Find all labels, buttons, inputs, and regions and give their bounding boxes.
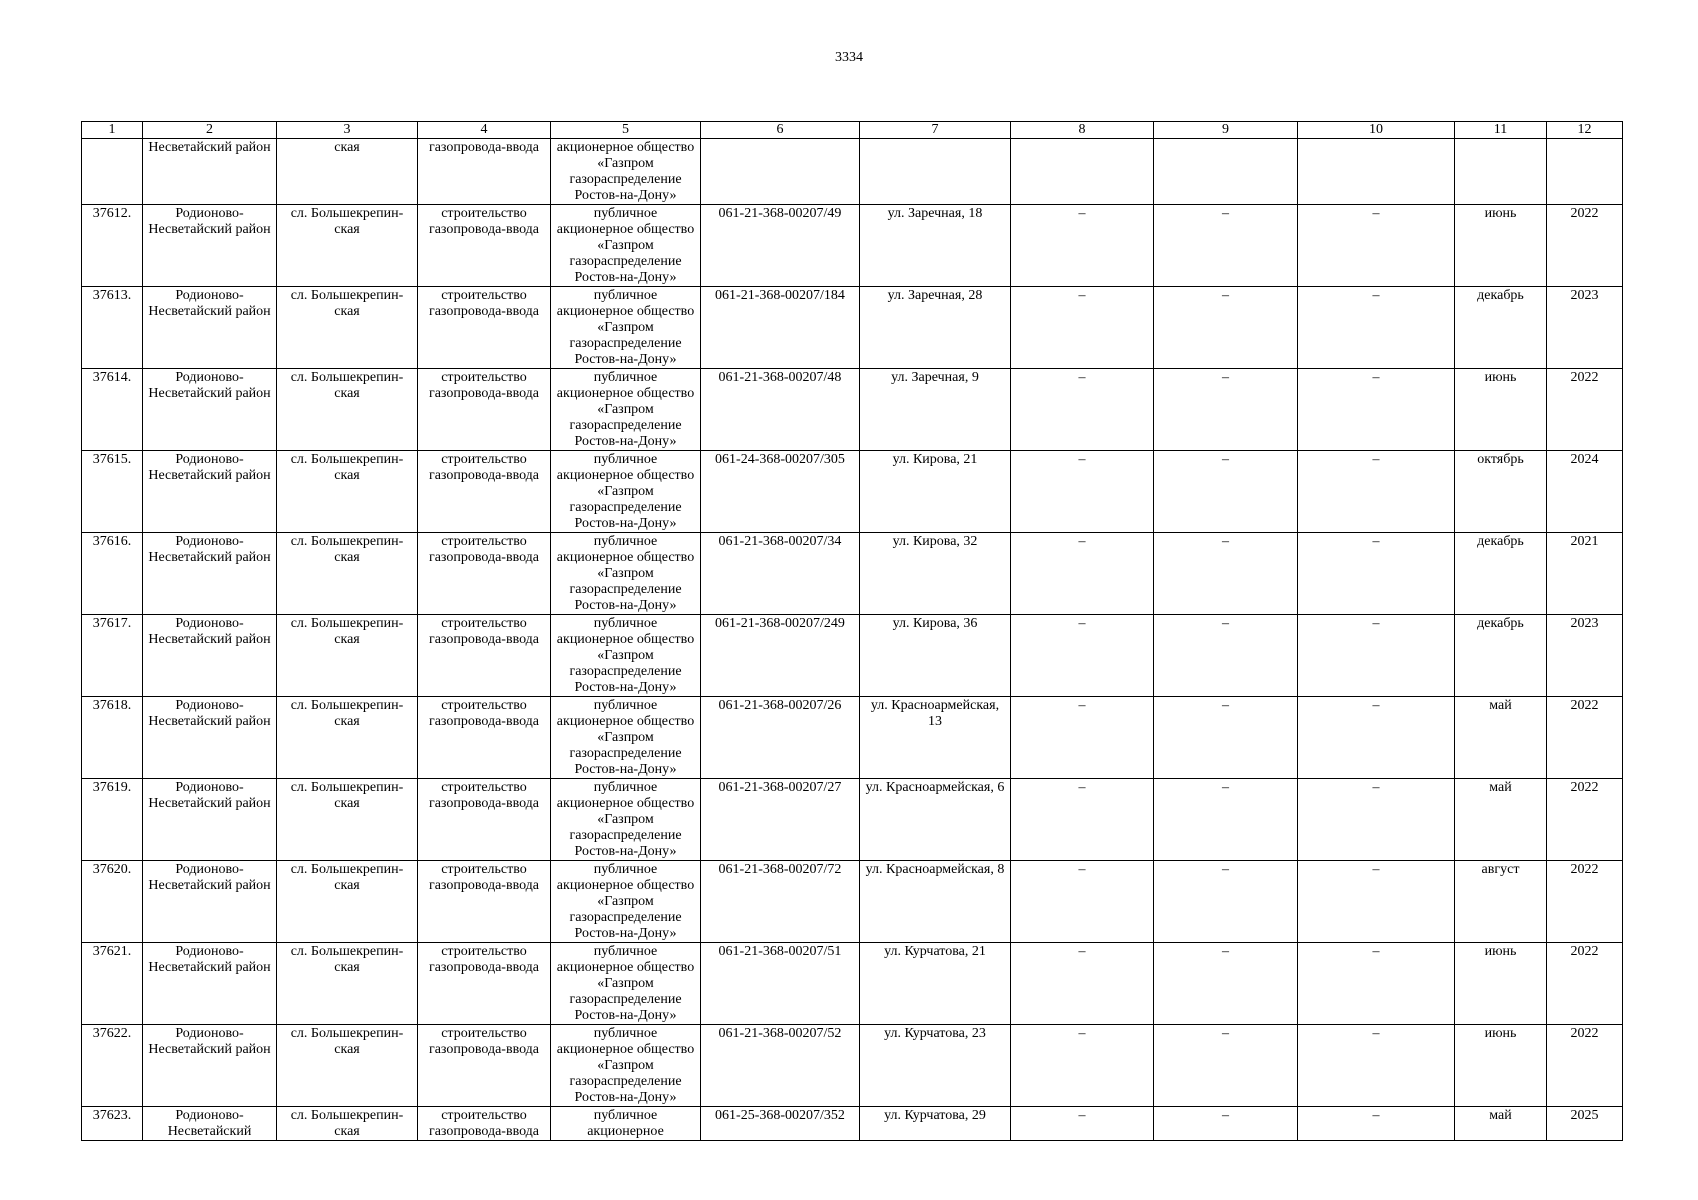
cell-number: 061-21-368-00207/184 (701, 287, 860, 369)
cell-col9: – (1154, 697, 1298, 779)
cell-col8: – (1011, 205, 1154, 287)
cell-col8: – (1011, 1025, 1154, 1107)
cell-work: строительство газопровода-ввода (418, 943, 551, 1025)
cell-number: 061-21-368-00207/249 (701, 615, 860, 697)
cell-month: октябрь (1455, 451, 1547, 533)
cell-month: июнь (1455, 943, 1547, 1025)
cell-settlement: сл. Большекрепин-ская (277, 779, 418, 861)
cell-id: 37612. (82, 205, 143, 287)
table-row (82, 1025, 1623, 1107)
cell-district: Родионово-Несветайский район (143, 697, 277, 779)
cell-id: 37619. (82, 779, 143, 861)
table-row-continued (82, 139, 1623, 205)
cell-work: строительство газопровода-ввода (418, 205, 551, 287)
column-header: 9 (1154, 122, 1298, 139)
cell-col9: – (1154, 1107, 1298, 1141)
cell-settlement: сл. Большекрепин-ская (277, 451, 418, 533)
cell-address (860, 139, 1011, 205)
cell-work: строительство газопровода-ввода (418, 615, 551, 697)
cell-year: 2022 (1547, 943, 1623, 1025)
table-row (82, 287, 1623, 369)
cell-organization: публичное акционерное (551, 1107, 701, 1141)
cell-col10: – (1298, 533, 1455, 615)
cell-col9: – (1154, 943, 1298, 1025)
table-row (82, 451, 1623, 533)
cell-id: 37623. (82, 1107, 143, 1141)
cell-number: 061-21-368-00207/34 (701, 533, 860, 615)
cell-settlement: сл. Большекрепин-ская (277, 943, 418, 1025)
cell-col9: – (1154, 1025, 1298, 1107)
column-header: 4 (418, 122, 551, 139)
cell-id: 37620. (82, 861, 143, 943)
cell-address: ул. Красноармейская, 13 (860, 697, 1011, 779)
cell-settlement: сл. Большекрепин-ская (277, 615, 418, 697)
cell-address: ул. Кирова, 32 (860, 533, 1011, 615)
cell-work: строительство газопровода-ввода (418, 861, 551, 943)
cell-month: декабрь (1455, 533, 1547, 615)
cell-district: Родионово-Несветайский район (143, 943, 277, 1025)
cell-district: Родионово-Несветайский район (143, 533, 277, 615)
cell-work: строительство газопровода-ввода (418, 697, 551, 779)
cell-id: 37614. (82, 369, 143, 451)
table-row-truncated (82, 1107, 1623, 1141)
cell-col9: – (1154, 451, 1298, 533)
cell-col9: – (1154, 533, 1298, 615)
cell-col8: – (1011, 779, 1154, 861)
cell-work: газопровода-ввода (418, 139, 551, 205)
column-header: 3 (277, 122, 418, 139)
cell-id: 37615. (82, 451, 143, 533)
cell-id: 37621. (82, 943, 143, 1025)
table-row (82, 779, 1623, 861)
cell-col10: – (1298, 205, 1455, 287)
column-header: 11 (1455, 122, 1547, 139)
cell-col10: – (1298, 615, 1455, 697)
cell-col10: – (1298, 451, 1455, 533)
cell-col8: – (1011, 615, 1154, 697)
cell-year: 2025 (1547, 1107, 1623, 1141)
cell-settlement: сл. Большекрепин-ская (277, 287, 418, 369)
cell-organization: публичное акционерное общество «Газпром газораспределение Ростов-на-Дону» (551, 533, 701, 615)
cell-address: ул. Красноармейская, 8 (860, 861, 1011, 943)
table-header-row (82, 122, 1623, 139)
cell-col9: – (1154, 369, 1298, 451)
cell-col10: – (1298, 943, 1455, 1025)
cell-col8: – (1011, 287, 1154, 369)
cell-settlement: ская (277, 139, 418, 205)
column-header: 10 (1298, 122, 1455, 139)
cell-address: ул. Заречная, 28 (860, 287, 1011, 369)
cell-col8: – (1011, 451, 1154, 533)
cell-year: 2022 (1547, 861, 1623, 943)
cell-id (82, 139, 143, 205)
cell-col10: – (1298, 1025, 1455, 1107)
cell-work: строительство газопровода-ввода (418, 1025, 551, 1107)
table-row (82, 533, 1623, 615)
cell-organization: публичное акционерное общество «Газпром газораспределение Ростов-на-Дону» (551, 779, 701, 861)
cell-number: 061-21-368-00207/26 (701, 697, 860, 779)
table-row (82, 205, 1623, 287)
cell-organization: публичное акционерное общество «Газпром газораспределение Ростов-на-Дону» (551, 1025, 701, 1107)
cell-settlement: сл. Большекрепин-ская (277, 861, 418, 943)
cell-year: 2022 (1547, 779, 1623, 861)
cell-settlement: сл. Большекрепин-ская (277, 205, 418, 287)
cell-district: Родионово-Несветайский район (143, 615, 277, 697)
cell-number: 061-21-368-00207/49 (701, 205, 860, 287)
cell-month: июнь (1455, 1025, 1547, 1107)
cell-address: ул. Заречная, 9 (860, 369, 1011, 451)
cell-address: ул. Красноармейская, 6 (860, 779, 1011, 861)
cell-district: Родионово-Несветайский район (143, 779, 277, 861)
cell-year: 2022 (1547, 697, 1623, 779)
cell-organization: публичное акционерное общество «Газпром газораспределение Ростов-на-Дону» (551, 451, 701, 533)
cell-id: 37622. (82, 1025, 143, 1107)
cell-year (1547, 139, 1623, 205)
cell-organization: публичное акционерное общество «Газпром газораспределение Ростов-на-Дону» (551, 697, 701, 779)
cell-organization: акционерное общество «Газпром газораспределение Ростов-на-Дону» (551, 139, 701, 205)
cell-month: май (1455, 1107, 1547, 1141)
cell-month: май (1455, 779, 1547, 861)
cell-work: строительство газопровода-ввода (418, 287, 551, 369)
cell-district: Родионово-Несветайский район (143, 1025, 277, 1107)
cell-col8: – (1011, 861, 1154, 943)
cell-year: 2022 (1547, 369, 1623, 451)
cell-col9: – (1154, 287, 1298, 369)
cell-district: Родионово-Несветайский район (143, 451, 277, 533)
cell-id: 37618. (82, 697, 143, 779)
column-header: 7 (860, 122, 1011, 139)
cell-col9: – (1154, 779, 1298, 861)
cell-col8: – (1011, 369, 1154, 451)
cell-year: 2022 (1547, 205, 1623, 287)
cell-district: Родионово-Несветайский район (143, 287, 277, 369)
column-header: 12 (1547, 122, 1623, 139)
cell-year: 2023 (1547, 615, 1623, 697)
cell-number: 061-21-368-00207/72 (701, 861, 860, 943)
cell-settlement: сл. Большекрепин-ская (277, 533, 418, 615)
cell-organization: публичное акционерное общество «Газпром газораспределение Ростов-на-Дону» (551, 205, 701, 287)
column-header: 5 (551, 122, 701, 139)
cell-settlement: сл. Большекрепин-ская (277, 369, 418, 451)
cell-month: декабрь (1455, 615, 1547, 697)
cell-number: 061-21-368-00207/27 (701, 779, 860, 861)
cell-address: ул. Заречная, 18 (860, 205, 1011, 287)
cell-col10: – (1298, 697, 1455, 779)
cell-district: Родионово-Несветайский район (143, 861, 277, 943)
cell-number: 061-21-368-00207/51 (701, 943, 860, 1025)
cell-address: ул. Курчатова, 21 (860, 943, 1011, 1025)
cell-number (701, 139, 860, 205)
cell-settlement: сл. Большекрепин-ская (277, 697, 418, 779)
cell-col9: – (1154, 615, 1298, 697)
cell-work: строительство газопровода-ввода (418, 451, 551, 533)
cell-address: ул. Кирова, 21 (860, 451, 1011, 533)
cell-col10: – (1298, 1107, 1455, 1141)
cell-col10: – (1298, 369, 1455, 451)
cell-number: 061-24-368-00207/305 (701, 451, 860, 533)
column-header: 2 (143, 122, 277, 139)
cell-district: Родионово-Несветайский (143, 1107, 277, 1141)
cell-number: 061-21-368-00207/52 (701, 1025, 860, 1107)
cell-number: 061-25-368-00207/352 (701, 1107, 860, 1141)
cell-organization: публичное акционерное общество «Газпром газораспределение Ростов-на-Дону» (551, 615, 701, 697)
cell-year: 2023 (1547, 287, 1623, 369)
column-header: 6 (701, 122, 860, 139)
page-number: 3334 (835, 50, 863, 65)
cell-month (1455, 139, 1547, 205)
cell-col10: – (1298, 861, 1455, 943)
cell-id: 37617. (82, 615, 143, 697)
cell-settlement: сл. Большекрепин-ская (277, 1025, 418, 1107)
registry-table (81, 121, 1623, 1141)
cell-district: Родионово-Несветайский район (143, 205, 277, 287)
table-row (82, 615, 1623, 697)
cell-month: декабрь (1455, 287, 1547, 369)
table-row (82, 697, 1623, 779)
cell-address: ул. Кирова, 36 (860, 615, 1011, 697)
cell-col10: – (1298, 779, 1455, 861)
cell-district: Несветайский район (143, 139, 277, 205)
cell-organization: публичное акционерное общество «Газпром газораспределение Ростов-на-Дону» (551, 943, 701, 1025)
table-row (82, 943, 1623, 1025)
table-row (82, 861, 1623, 943)
cell-month: июнь (1455, 369, 1547, 451)
cell-col8: – (1011, 943, 1154, 1025)
cell-col8: – (1011, 697, 1154, 779)
cell-organization: публичное акционерное общество «Газпром газораспределение Ростов-на-Дону» (551, 287, 701, 369)
cell-work: строительство газопровода-ввода (418, 533, 551, 615)
column-header: 1 (82, 122, 143, 139)
cell-col10 (1298, 139, 1455, 205)
cell-number: 061-21-368-00207/48 (701, 369, 860, 451)
cell-month: май (1455, 697, 1547, 779)
cell-work: строительство газопровода-ввода (418, 1107, 551, 1141)
column-header: 8 (1011, 122, 1154, 139)
cell-address: ул. Курчатова, 29 (860, 1107, 1011, 1141)
cell-district: Родионово-Несветайский район (143, 369, 277, 451)
cell-col8: – (1011, 533, 1154, 615)
cell-col9: – (1154, 861, 1298, 943)
cell-year: 2022 (1547, 1025, 1623, 1107)
cell-col8 (1011, 139, 1154, 205)
cell-work: строительство газопровода-ввода (418, 369, 551, 451)
cell-col10: – (1298, 287, 1455, 369)
cell-year: 2021 (1547, 533, 1623, 615)
cell-col9: – (1154, 205, 1298, 287)
cell-month: июнь (1455, 205, 1547, 287)
cell-col9 (1154, 139, 1298, 205)
cell-col8: – (1011, 1107, 1154, 1141)
cell-settlement: сл. Большекрепин-ская (277, 1107, 418, 1141)
cell-id: 37613. (82, 287, 143, 369)
cell-year: 2024 (1547, 451, 1623, 533)
cell-id: 37616. (82, 533, 143, 615)
cell-address: ул. Курчатова, 23 (860, 1025, 1011, 1107)
table-row (82, 369, 1623, 451)
cell-organization: публичное акционерное общество «Газпром газораспределение Ростов-на-Дону» (551, 369, 701, 451)
cell-organization: публичное акционерное общество «Газпром газораспределение Ростов-на-Дону» (551, 861, 701, 943)
cell-month: август (1455, 861, 1547, 943)
cell-work: строительство газопровода-ввода (418, 779, 551, 861)
